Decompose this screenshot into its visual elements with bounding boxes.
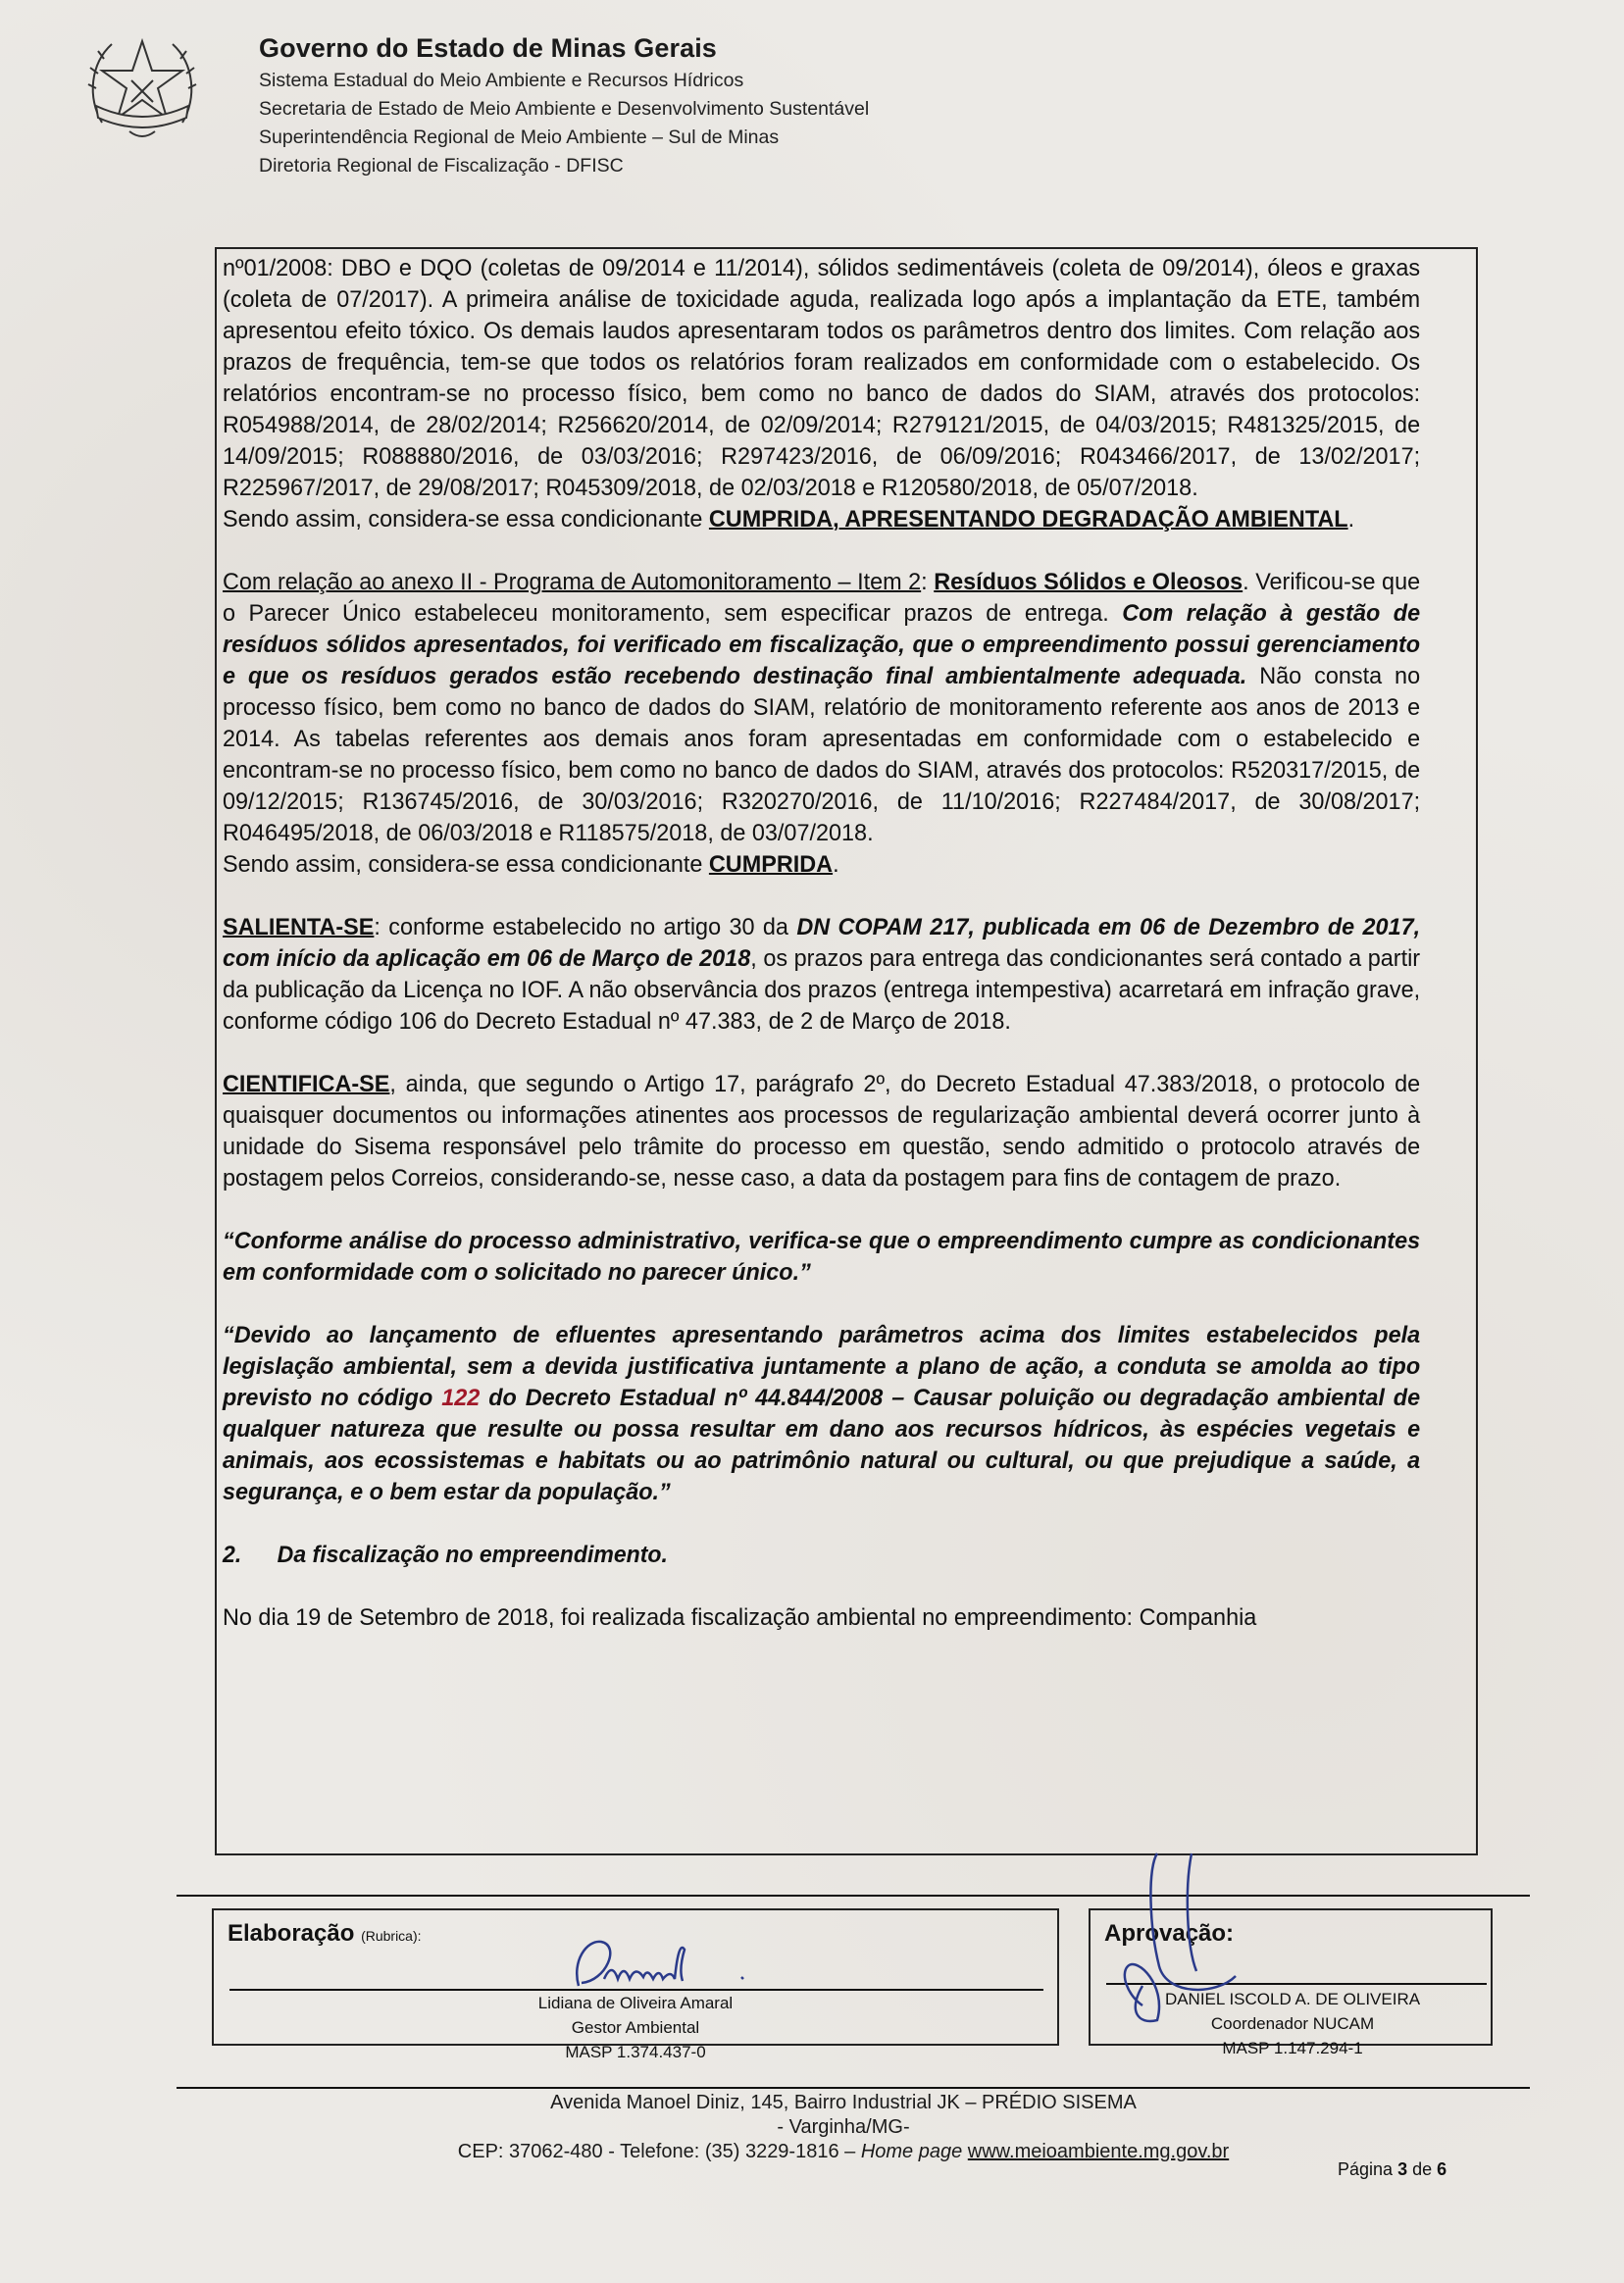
footer-contact — [353, 2140, 1334, 2164]
period: . — [1347, 506, 1355, 533]
approval-role: Coordenador NUCAM — [1210, 2014, 1375, 2033]
annex-heading: Com relação ao anexo II - Programa de Automonitoramento – Item 2 — [223, 569, 922, 595]
elaboration-name: Lidiana de Oliveira Amaral — [537, 1994, 734, 2012]
solid-waste-emphasis: Com relação à gestão de resíduos sólidos apresentados, foi verificado em fiscalização, que o empreendimento possui gerenciamento e que os resíduos gerados estão recebendo destinação final ambientalmente adequada. — [223, 600, 1421, 689]
paragraph-solid-waste — [223, 567, 1420, 849]
document-body — [223, 253, 1420, 1634]
section-number: 2. — [223, 1542, 242, 1568]
quote-infraction — [223, 1320, 1420, 1508]
document-header — [82, 29, 1161, 196]
paragraph-inspection: No dia 19 de Setembro de 2018, foi realizada fiscalização ambiental no empreendimento: Companhia — [223, 1604, 1257, 1631]
header-line-directorate: Diretoria Regional de Fiscalização - DFISC — [259, 155, 624, 177]
elaboration-signature-box — [212, 1908, 1059, 2061]
conclusion-text: Sendo assim, considera-se essa condicionante — [223, 851, 709, 878]
period: . — [833, 851, 839, 878]
approval-signature-icon — [1098, 1849, 1255, 2035]
salienta-se-label: SALIENTA-SE — [223, 914, 375, 940]
header-line-secretariat: Secretaria de Estado de Meio Ambiente e Desenvolvimento Sustentável — [259, 98, 870, 120]
infraction-text-end: do Decreto Estadual nº 44.844/2008 – Causar poluição ou degradação ambiental de qualquer natureza que resulte ou possa resultar em dano aos recursos hídricos, às espécies vegetais e animais, aos ecossistemas e habitats ou ao patrimônio natural ou cultural, ou que prejudique a saúde, a segurança, e o bem estar da população.” — [223, 1385, 1421, 1505]
elaboration-role: Gestor Ambiental — [571, 2018, 700, 2037]
page-footer — [353, 2091, 1334, 2164]
solid-waste-text: . Verificou-se que o Parecer Único estabeleceu monitoramento, sem especificar prazos de entrega. — [223, 569, 1421, 627]
page-label: Página — [1338, 2159, 1398, 2179]
elaboration-title: Elaboração — [228, 1920, 355, 1947]
homepage-label: Home page — [860, 2141, 963, 2162]
footer-address: Avenida Manoel Diniz, 145, Bairro Industrial JK – PRÉDIO SISEMA — [550, 2092, 1137, 2113]
header-line-system: Sistema Estadual do Meio Ambiente e Recursos Hídricos — [259, 70, 744, 91]
page-current: 3 — [1397, 2159, 1408, 2179]
approval-name: DANIEL ISCOLD A. DE OLIVEIRA — [1164, 1990, 1421, 2008]
cientifica-se-label: CIENTIFICA-SE — [223, 1071, 390, 1097]
government-title: Governo do Estado de Minas Gerais — [259, 33, 717, 63]
approval-masp: MASP 1.147.294-1 — [1222, 2039, 1363, 2057]
elaboration-signer — [469, 1991, 802, 2064]
footer-city: - Varginha/MG- — [777, 2116, 910, 2138]
status-cumprida: CUMPRIDA — [708, 851, 834, 878]
infraction-code: 122 — [441, 1385, 481, 1411]
elaboration-label — [228, 1920, 422, 1948]
colon: : — [921, 569, 935, 595]
header-line-superintendence: Superintendência Regional de Meio Ambiente – Sul de Minas — [259, 127, 780, 148]
page-total: 6 — [1437, 2159, 1447, 2179]
conclusion-text: Sendo assim, considera-se essa condicionante — [223, 506, 709, 533]
paragraph-conclusion-1 — [223, 504, 1420, 535]
paragraph-cientifica-se — [223, 1069, 1420, 1194]
cientifica-se-text: , ainda, que segundo o Artigo 17, parágrafo 2º, do Decreto Estadual 47.383/2018, o protocolo de quaisquer documentos ou informações atinentes aos processos de regularização ambiental deverá ocorrer junto à unidade do Sisema responsável pelo trâmite do processo em questão, sendo admitido o protocolo através de postagem pelos Correios, considerando-se, nesse caso, a data da postagem para fins de contagem de prazo. — [223, 1071, 1421, 1192]
salienta-se-text: : conforme estabelecido no artigo 30 da — [374, 914, 797, 940]
solid-waste-protocols: Não consta no processo físico, bem como no banco de dados do SIAM, relatório de monitoramento referente aos anos de 2013 e 2014. As tabelas referentes aos demais anos foram apresentadas em conformidade com o estabelecido e encontram-se no processo físico, bem como no banco de dados do SIAM, através dos protocolos: R520317/2015, de 09/12/2015; R136745/2016, de 30/03/2016; R320270/2016, de 11/10/2016; R227484/2017, de 30/08/2017; R046495/2018, de 06/03/2018 e R118575/2018, de 03/07/2018. — [223, 663, 1421, 846]
paragraph-salienta-se — [223, 912, 1420, 1038]
paragraph-effluent-reports: nº01/2008: DBO e DQO (coletas de 09/2014 e 11/2014), sólidos sedimentáveis (coleta de 09/2014), óleos e graxas (coleta de 07/2017). A primeira análise de toxicidade aguda, realizada logo após a implantação da ETE, também apresentou efeito tóxico. Os demais laudos apresentaram todos os parâmetros dentro dos limites. Com relação aos prazos de frequência, tem-se que todos os relatórios foram realizados em conformidade com o estabelecido. Os relatórios encontram-se no processo físico, bem como no banco de dados do SIAM, através dos protocolos: R054988/2014, de 28/02/2014; R256620/2014, de 02/09/2014; R279121/2015, de 04/03/2015; R481325/2015, de 14/09/2015; R088880/2016, de 03/03/2016; R297423/2016, de 06/09/2016; R043466/2017, de 13/02/2017; R225967/2017, de 29/08/2017; R045309/2018, de 02/03/2018 e R120580/2018, de 05/07/2018. — [223, 255, 1421, 501]
approval-label: Aprovação: — [1104, 1920, 1235, 1947]
footer-phone: CEP: 37062-480 - Telefone: (35) 3229-1816 – — [457, 2141, 861, 2162]
paragraph-conclusion-2 — [223, 849, 1420, 881]
section-heading — [223, 1540, 1420, 1571]
page-separator: de — [1407, 2159, 1438, 2179]
homepage-link[interactable]: www.meioambiente.mg.gov.br — [967, 2141, 1230, 2162]
infraction-text: “Devido ao lançamento de efluentes apresentando parâmetros acima dos limites estabelecidos pela legislação ambiental, sem a devida justificativa juntamente a plano de ação, a conduta se amolda ao tipo previsto no código — [223, 1322, 1421, 1411]
elaboration-masp: MASP 1.374.437-0 — [565, 2043, 706, 2061]
elaboration-signature-icon — [567, 1932, 753, 1991]
page-number — [1338, 2159, 1446, 2180]
divider-top-signatures — [177, 1895, 1530, 1897]
elaboration-note: (Rubrica): — [361, 1928, 422, 1944]
divider-footer — [177, 2087, 1530, 2089]
state-seal-icon — [82, 29, 202, 147]
salienta-se-text-end: , os prazos para entrega das condicionantes será contado a partir da publicação da Licença no IOF. A não observância dos prazos (entrega intempestiva) acarretará em infração grave, conforme código 106 do Decreto Estadual nº 47.383, de 2 de Março de 2018. — [223, 945, 1421, 1035]
status-cumprida-degradacao: CUMPRIDA, APRESENTANDO DEGRADAÇÃO AMBIENTAL — [708, 506, 1348, 533]
section-title: Da fiscalização no empreendimento. — [277, 1542, 668, 1568]
dn-copam-emphasis: DN COPAM 217, publicada em 06 de Dezembro de 2017, com início da aplicação em 06 de Março de 2018 — [223, 914, 1421, 972]
quote-conclusion: “Conforme análise do processo administrativo, verifica-se que o empreendimento cumpre as condicionantes em conformidade com o solicitado no parecer único.” — [223, 1228, 1421, 1286]
annex-item: Resíduos Sólidos e Oleosos — [934, 569, 1243, 595]
